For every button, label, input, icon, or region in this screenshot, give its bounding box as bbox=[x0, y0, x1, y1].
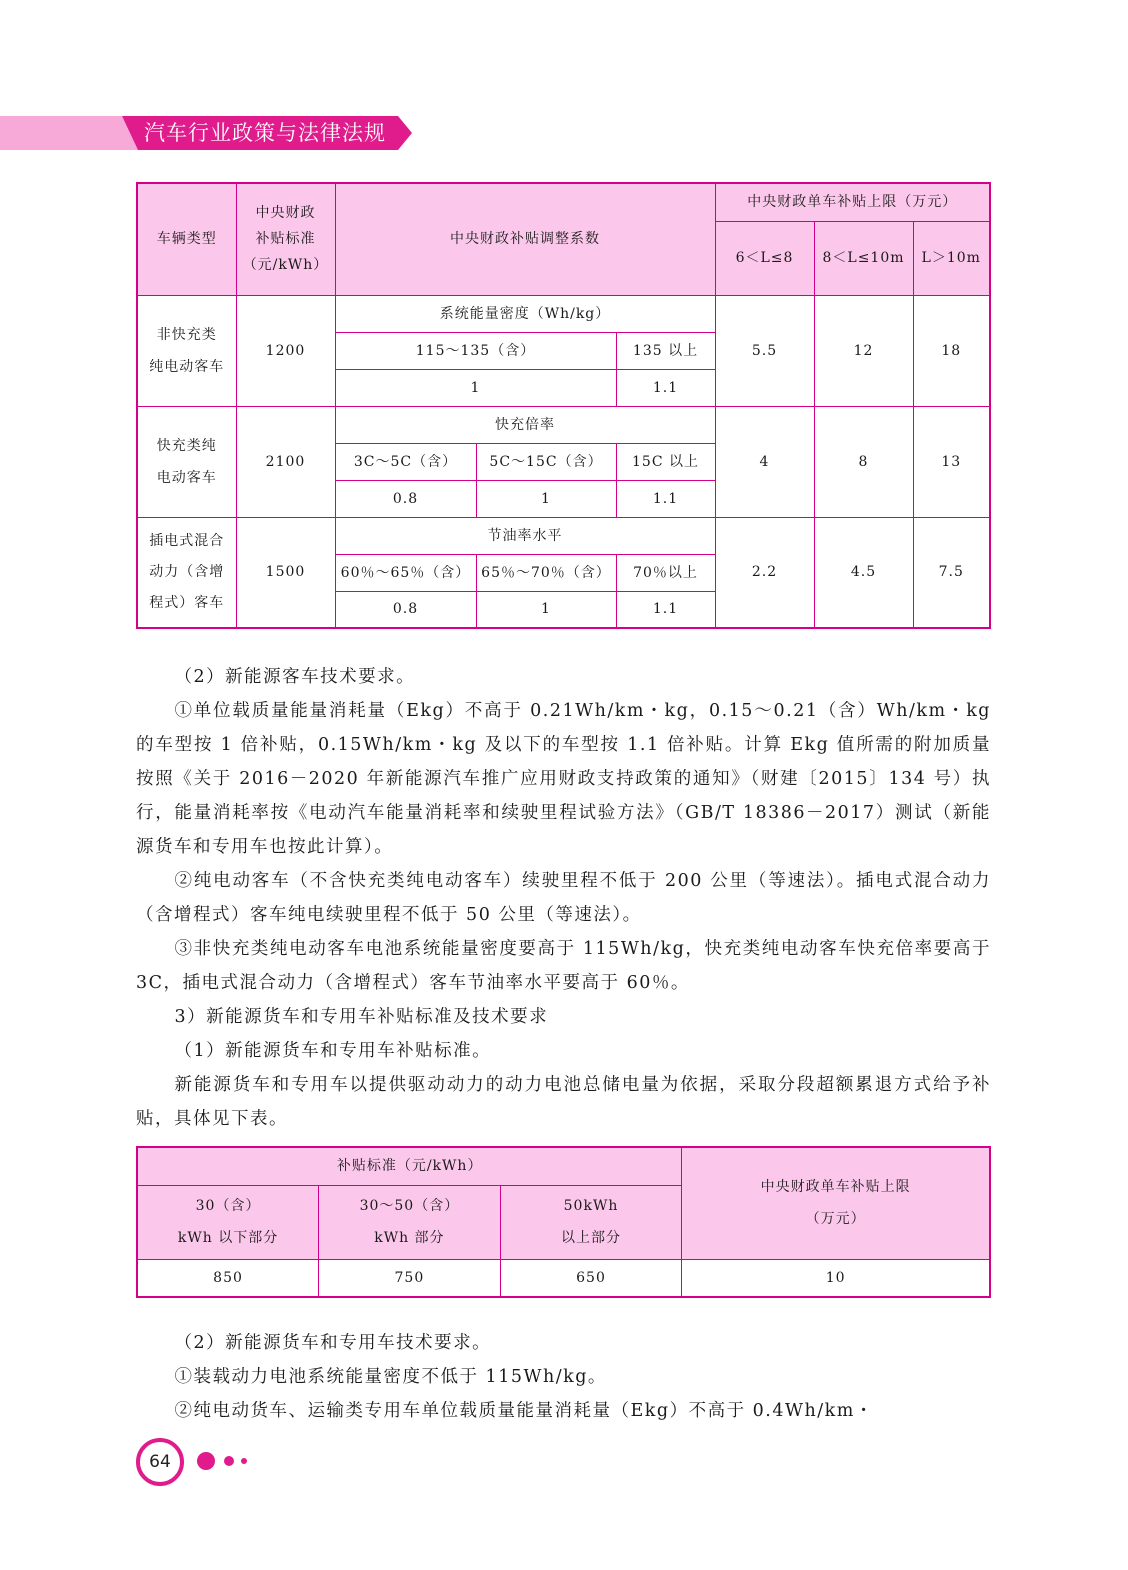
col-header-length-8-10: 8＜L≤10m bbox=[814, 221, 913, 295]
metric-header: 系统能量密度（Wh/kg） bbox=[335, 295, 715, 332]
range-cell: 135 以上 bbox=[616, 332, 715, 369]
paragraph: （2）新能源客车技术要求。 bbox=[174, 667, 416, 687]
range-cell: 15C 以上 bbox=[616, 443, 715, 480]
row-standard: 1200 bbox=[236, 295, 335, 406]
col-header-subsidy-standard: 中央财政 补贴标准 （元/kWh） bbox=[236, 183, 335, 295]
paragraph: 新能源货车和专用车以提供驱动动力的动力电池总储电量为依据，采取分段超额累退方式给予补贴，具体见下表。 bbox=[136, 1075, 991, 1129]
paragraph: ②纯电动货车、运输类专用车单位载质量能量消耗量（Ekg）不高于 0.4Wh/km・ bbox=[174, 1401, 874, 1421]
limit-cell: 8 bbox=[814, 406, 913, 517]
coef-cell: 1 bbox=[335, 369, 616, 406]
col-header-adjust-coefficient: 中央财政补贴调整系数 bbox=[335, 183, 715, 295]
coef-cell: 1 bbox=[476, 480, 616, 517]
col-header-length-6-8: 6＜L≤8 bbox=[715, 221, 814, 295]
page-number: 64 bbox=[136, 1438, 184, 1486]
col-header-range-2: 30～50（含） kWh 部分 bbox=[319, 1185, 501, 1259]
coef-cell: 1.1 bbox=[616, 480, 715, 517]
metric-header: 节油率水平 bbox=[335, 517, 715, 554]
section-heading: 3）新能源货车和专用车补贴标准及技术要求 bbox=[174, 1007, 549, 1027]
paragraph: ②纯电动客车（不含快充类纯电动客车）续驶里程不低于 200 公里（等速法）。插电式混合动力（含增程式）客车纯电续驶里程不低于 50 公里（等速法）。 bbox=[136, 871, 991, 925]
limit-cell: 4.5 bbox=[814, 517, 913, 628]
paragraph: ①装载动力电池系统能量密度不低于 115Wh/kg。 bbox=[174, 1367, 607, 1387]
decorative-dot bbox=[197, 1452, 215, 1470]
col-header-subsidy-limit: 中央财政单车补贴上限 （万元） bbox=[682, 1147, 990, 1259]
paragraph: （1）新能源货车和专用车补贴标准。 bbox=[174, 1041, 492, 1061]
limit-cell: 18 bbox=[913, 295, 990, 406]
paragraph: ①单位载质量能量消耗量（Ekg）不高于 0.21Wh/km・kg，0.15～0.21（含）Wh/km・kg 的车型按 1 倍补贴，0.15Wh/km・kg 及以下的车型按 1.1 倍补贴。计算 Ekg 值所需的附加质量按照《关于 2016－2020 年新能源汽车推广应用财政支持政策的通知》（财建〔2015〕134 号）执行，能量消耗率按《电动汽车能量消耗率和续驶里程试验方法》（GB/T 18386－2017）测试（新能源货车和专用车也按此计算）。 bbox=[136, 701, 991, 857]
coef-cell: 0.8 bbox=[335, 591, 476, 628]
limit-cell: 7.5 bbox=[913, 517, 990, 628]
value-cell: 10 bbox=[682, 1259, 990, 1297]
range-cell: 115～135（含） bbox=[335, 332, 616, 369]
range-cell: 3C～5C（含） bbox=[335, 443, 476, 480]
paragraph: （2）新能源货车和专用车技术要求。 bbox=[174, 1333, 492, 1353]
limit-cell: 12 bbox=[814, 295, 913, 406]
range-cell: 70％以上 bbox=[616, 554, 715, 591]
limit-cell: 5.5 bbox=[715, 295, 814, 406]
row-type-fast-charge: 快充类纯 电动客车 bbox=[137, 406, 236, 517]
col-header-vehicle-type: 车辆类型 bbox=[137, 183, 236, 295]
coef-cell: 0.8 bbox=[335, 480, 476, 517]
col-header-subsidy-limit: 中央财政单车补贴上限（万元） bbox=[715, 183, 990, 221]
bus-subsidy-table bbox=[136, 182, 991, 629]
value-cell: 850 bbox=[137, 1259, 319, 1297]
row-type-plugin-hybrid: 插电式混合 动力（含增 程式）客车 bbox=[137, 517, 236, 628]
value-cell: 750 bbox=[319, 1259, 501, 1297]
limit-cell: 4 bbox=[715, 406, 814, 517]
row-type-non-fast-charge: 非快充类 纯电动客车 bbox=[137, 295, 236, 406]
range-cell: 60％～65％（含） bbox=[335, 554, 476, 591]
decorative-dot bbox=[224, 1456, 234, 1466]
metric-header: 快充倍率 bbox=[335, 406, 715, 443]
decorative-dot bbox=[241, 1458, 247, 1464]
col-header-range-1: 30（含） kWh 以下部分 bbox=[137, 1185, 319, 1259]
chapter-title: 汽车行业政策与法律法规 bbox=[144, 121, 386, 145]
limit-cell: 2.2 bbox=[715, 517, 814, 628]
limit-cell: 13 bbox=[913, 406, 990, 517]
paragraph: ③非快充类纯电动客车电池系统能量密度要高于 115Wh/kg，快充类纯电动客车快充倍率要高于 3C，插电式混合动力（含增程式）客车节油率水平要高于 60％。 bbox=[136, 939, 991, 993]
col-header-subsidy-standard: 补贴标准（元/kWh） bbox=[137, 1147, 682, 1185]
row-standard: 1500 bbox=[236, 517, 335, 628]
coef-cell: 1 bbox=[476, 591, 616, 628]
range-cell: 65％～70％（含） bbox=[476, 554, 616, 591]
coef-cell: 1.1 bbox=[616, 369, 715, 406]
range-cell: 5C～15C（含） bbox=[476, 443, 616, 480]
row-standard: 2100 bbox=[236, 406, 335, 517]
value-cell: 650 bbox=[500, 1259, 682, 1297]
coef-cell: 1.1 bbox=[616, 591, 715, 628]
col-header-length-over-10: L＞10m bbox=[913, 221, 990, 295]
truck-subsidy-table bbox=[136, 1146, 991, 1298]
col-header-range-3: 50kWh 以上部分 bbox=[500, 1185, 682, 1259]
